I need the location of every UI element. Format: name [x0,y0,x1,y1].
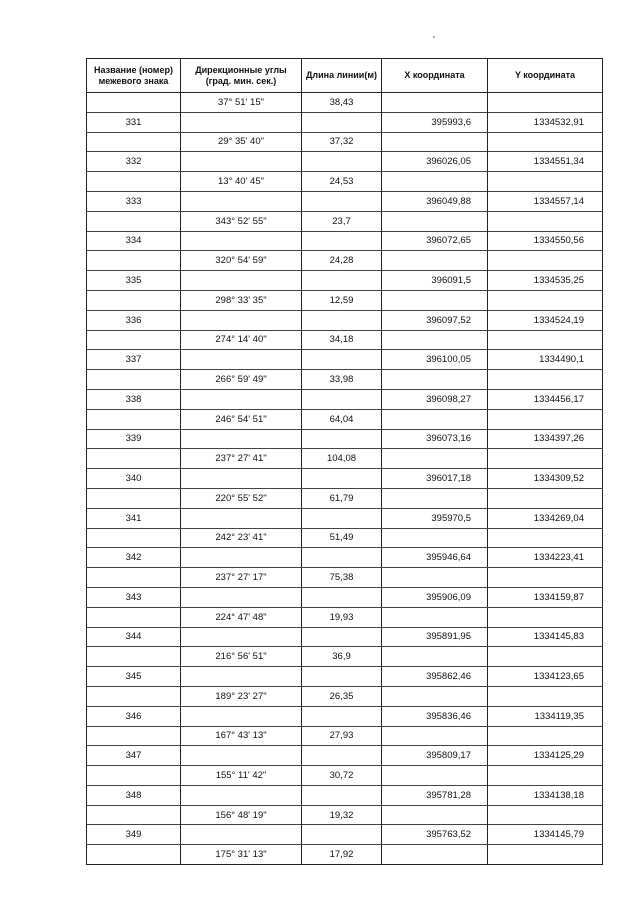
cell-line-length: 33,98 [302,370,382,390]
cell-point-name: 347 [87,746,181,766]
point-row [87,112,603,132]
cell-y-coordinate: 1334159,87 [488,587,603,607]
cell-point-name [87,172,181,192]
cell-point-name: 335 [87,271,181,291]
cell-line-length: 37,32 [302,132,382,152]
cell-x-coordinate [382,93,488,113]
cell-y-coordinate [488,528,603,548]
segment-row [87,330,603,350]
cell-y-coordinate: 1334145,83 [488,627,603,647]
cell-point-name [87,370,181,390]
cell-point-name: 340 [87,469,181,489]
table-header-row [87,59,603,93]
cell-x-coordinate: 395836,46 [382,706,488,726]
cell-direction-angle [181,469,302,489]
cell-point-name: 344 [87,627,181,647]
cell-direction-angle: 224° 47' 48" [181,607,302,627]
cell-y-coordinate [488,607,603,627]
cell-direction-angle [181,825,302,845]
cell-y-coordinate: 1334309,52 [488,469,603,489]
cell-x-coordinate [382,290,488,310]
cell-direction-angle [181,350,302,370]
cell-point-name [87,766,181,786]
cell-x-coordinate: 395906,09 [382,587,488,607]
segment-row [87,686,603,706]
cell-y-coordinate [488,805,603,825]
cell-line-length: 19,32 [302,805,382,825]
cell-x-coordinate [382,330,488,350]
cell-direction-angle: 242° 23' 41" [181,528,302,548]
cell-point-name [87,132,181,152]
cell-x-coordinate [382,805,488,825]
cell-direction-angle: 189° 23' 27" [181,686,302,706]
cell-direction-angle [181,271,302,291]
cell-y-coordinate: 1334550,56 [488,231,603,251]
cell-x-coordinate: 396098,27 [382,389,488,409]
cell-y-coordinate [488,330,603,350]
cell-point-name: 342 [87,548,181,568]
cell-direction-angle: 237° 27' 17" [181,568,302,588]
cell-y-coordinate: 1334269,04 [488,508,603,528]
cell-x-coordinate [382,370,488,390]
table-body [87,93,603,865]
segment-row [87,449,603,469]
cell-point-name [87,647,181,667]
cell-line-length [302,825,382,845]
cell-line-length [302,310,382,330]
cell-direction-angle: 298° 33' 35" [181,290,302,310]
cell-direction-angle [181,152,302,172]
cell-direction-angle [181,746,302,766]
cell-point-name [87,568,181,588]
cell-x-coordinate: 396100,05 [382,350,488,370]
cell-point-name [87,93,181,113]
cell-y-coordinate [488,93,603,113]
cell-y-coordinate [488,845,603,865]
cell-x-coordinate [382,488,488,508]
segment-row [87,370,603,390]
cell-y-coordinate: 1334123,65 [488,667,603,687]
cell-x-coordinate [382,647,488,667]
cell-line-length: 61,79 [302,488,382,508]
segment-row [87,172,603,192]
cell-point-name: 341 [87,508,181,528]
cell-line-length [302,469,382,489]
cell-y-coordinate [488,488,603,508]
cell-x-coordinate: 395862,46 [382,667,488,687]
cell-line-length: 19,93 [302,607,382,627]
cell-line-length [302,785,382,805]
segment-row [87,568,603,588]
cell-x-coordinate: 396017,18 [382,469,488,489]
cell-y-coordinate [488,409,603,429]
cell-line-length [302,746,382,766]
segment-row [87,93,603,113]
point-row [87,231,603,251]
cell-line-length: 64,04 [302,409,382,429]
cell-line-length [302,627,382,647]
cell-line-length [302,152,382,172]
point-row [87,389,603,409]
cell-direction-angle: 155° 11' 42" [181,766,302,786]
cell-y-coordinate: 1334223,41 [488,548,603,568]
segment-row [87,132,603,152]
segment-row [87,647,603,667]
cell-line-length: 75,38 [302,568,382,588]
cell-x-coordinate: 395763,52 [382,825,488,845]
cell-y-coordinate [488,251,603,271]
point-row [87,469,603,489]
cell-point-name [87,251,181,271]
cell-y-coordinate: 1334125,29 [488,746,603,766]
cell-x-coordinate: 395809,17 [382,746,488,766]
cell-point-name: 349 [87,825,181,845]
cell-y-coordinate: 1334145,79 [488,825,603,845]
cell-direction-angle [181,389,302,409]
cell-point-name: 346 [87,706,181,726]
header-x-coordinate: X координата [382,59,488,93]
cell-point-name [87,726,181,746]
segment-row [87,251,603,271]
cell-y-coordinate: 1334490,1 [488,350,603,370]
cell-x-coordinate: 395993,6 [382,112,488,132]
cell-y-coordinate [488,766,603,786]
segment-row [87,211,603,231]
cell-direction-angle: 274° 14' 40" [181,330,302,350]
segment-row [87,528,603,548]
cell-x-coordinate [382,172,488,192]
cell-y-coordinate [488,726,603,746]
cell-line-length [302,350,382,370]
cell-line-length: 23,7 [302,211,382,231]
cell-x-coordinate: 396049,88 [382,191,488,211]
header-y-coordinate: Y координата [488,59,603,93]
cell-x-coordinate: 396072,65 [382,231,488,251]
cell-point-name: 345 [87,667,181,687]
point-row [87,152,603,172]
cell-point-name: 348 [87,785,181,805]
cell-point-name [87,449,181,469]
cell-point-name [87,488,181,508]
cell-x-coordinate [382,211,488,231]
cell-direction-angle: 175° 31' 13" [181,845,302,865]
cell-line-length: 36,9 [302,647,382,667]
cell-direction-angle [181,785,302,805]
cell-direction-angle [181,310,302,330]
cell-line-length: 34,18 [302,330,382,350]
cell-point-name: 339 [87,429,181,449]
cell-line-length: 12,59 [302,290,382,310]
cell-line-length [302,429,382,449]
segment-row [87,488,603,508]
cell-y-coordinate: 1334535,25 [488,271,603,291]
cell-line-length [302,389,382,409]
cell-y-coordinate [488,568,603,588]
cell-x-coordinate [382,568,488,588]
header-line-length: Длина линии(м) [302,59,382,93]
cell-direction-angle [181,112,302,132]
segment-row [87,805,603,825]
cell-point-name [87,290,181,310]
cell-direction-angle: 216° 56' 51" [181,647,302,667]
point-row [87,429,603,449]
header-point-name: Название (номер) межевого знака [87,59,181,93]
cell-direction-angle [181,429,302,449]
cell-x-coordinate [382,409,488,429]
cell-line-length [302,548,382,568]
cell-line-length [302,231,382,251]
segment-row [87,726,603,746]
cell-point-name: 337 [87,350,181,370]
cell-x-coordinate: 396091,5 [382,271,488,291]
cell-point-name: 333 [87,191,181,211]
cell-direction-angle [181,508,302,528]
cell-line-length: 30,72 [302,766,382,786]
cell-direction-angle: 266° 59' 49" [181,370,302,390]
cell-point-name [87,528,181,548]
cell-line-length [302,191,382,211]
cell-direction-angle: 167° 43' 13" [181,726,302,746]
cell-point-name: 343 [87,587,181,607]
cell-x-coordinate: 395970,5 [382,508,488,528]
cell-y-coordinate: 1334456,17 [488,389,603,409]
cell-line-length [302,587,382,607]
cell-point-name [87,211,181,231]
point-row [87,271,603,291]
segment-row [87,607,603,627]
point-row [87,706,603,726]
segment-row [87,409,603,429]
cell-direction-angle [181,627,302,647]
cell-x-coordinate: 396073,16 [382,429,488,449]
cell-point-name [87,686,181,706]
point-row [87,191,603,211]
cell-y-coordinate: 1334557,14 [488,191,603,211]
cell-y-coordinate: 1334138,18 [488,785,603,805]
cell-x-coordinate [382,449,488,469]
cell-x-coordinate [382,686,488,706]
cell-direction-angle: 237° 27' 41" [181,449,302,469]
cell-line-length: 51,49 [302,528,382,548]
cell-point-name [87,607,181,627]
cell-direction-angle [181,548,302,568]
cell-x-coordinate [382,607,488,627]
scan-speck [433,36,435,38]
point-row [87,627,603,647]
cell-y-coordinate [488,370,603,390]
cell-x-coordinate: 395946,64 [382,548,488,568]
cell-direction-angle: 29° 35' 40" [181,132,302,152]
point-row [87,310,603,330]
cell-point-name: 334 [87,231,181,251]
cell-x-coordinate: 396097,52 [382,310,488,330]
segment-row [87,766,603,786]
cell-line-length: 104,08 [302,449,382,469]
cell-line-length: 17,92 [302,845,382,865]
point-row [87,548,603,568]
segment-row [87,845,603,865]
header-direction-angle: Дирекционные углы (град. мин. сек.) [181,59,302,93]
cell-point-name [87,330,181,350]
cell-direction-angle: 343° 52' 55" [181,211,302,231]
point-row [87,587,603,607]
cell-direction-angle: 37° 51' 15" [181,93,302,113]
cell-line-length: 24,28 [302,251,382,271]
cell-point-name [87,409,181,429]
cell-point-name: 332 [87,152,181,172]
cell-y-coordinate [488,449,603,469]
cell-y-coordinate: 1334397,26 [488,429,603,449]
cell-x-coordinate: 396026,05 [382,152,488,172]
point-row [87,667,603,687]
cell-direction-angle: 246° 54' 51" [181,409,302,429]
cell-direction-angle: 220° 55' 52" [181,488,302,508]
cell-line-length: 38,43 [302,93,382,113]
cell-y-coordinate [488,686,603,706]
cell-point-name [87,845,181,865]
cell-y-coordinate: 1334119,35 [488,706,603,726]
segment-row [87,290,603,310]
cell-x-coordinate [382,132,488,152]
point-row [87,785,603,805]
cell-x-coordinate [382,528,488,548]
cell-direction-angle: 320° 54' 59" [181,251,302,271]
point-row [87,508,603,528]
cell-direction-angle [181,706,302,726]
cell-x-coordinate: 395891,95 [382,627,488,647]
cell-direction-angle [181,231,302,251]
boundary-coordinates-table [86,58,603,865]
cell-y-coordinate [488,132,603,152]
cell-y-coordinate: 1334524,19 [488,310,603,330]
cell-y-coordinate: 1334532,91 [488,112,603,132]
cell-line-length: 27,93 [302,726,382,746]
point-row [87,825,603,845]
cell-point-name [87,805,181,825]
cell-direction-angle: 13° 40' 45" [181,172,302,192]
cell-direction-angle [181,587,302,607]
cell-x-coordinate [382,726,488,746]
cell-line-length: 24,53 [302,172,382,192]
cell-line-length [302,112,382,132]
cell-x-coordinate [382,251,488,271]
cell-x-coordinate: 395781,28 [382,785,488,805]
point-row [87,350,603,370]
cell-y-coordinate: 1334551,34 [488,152,603,172]
cell-line-length: 26,35 [302,686,382,706]
cell-point-name: 336 [87,310,181,330]
cell-y-coordinate [488,211,603,231]
cell-x-coordinate [382,845,488,865]
cell-line-length [302,271,382,291]
cell-point-name: 338 [87,389,181,409]
cell-point-name: 331 [87,112,181,132]
cell-y-coordinate [488,172,603,192]
cell-y-coordinate [488,647,603,667]
point-row [87,746,603,766]
cell-line-length [302,667,382,687]
cell-line-length [302,706,382,726]
cell-direction-angle [181,667,302,687]
cell-line-length [302,508,382,528]
cell-direction-angle [181,191,302,211]
cell-x-coordinate [382,766,488,786]
cell-y-coordinate [488,290,603,310]
cell-direction-angle: 156° 48' 19" [181,805,302,825]
